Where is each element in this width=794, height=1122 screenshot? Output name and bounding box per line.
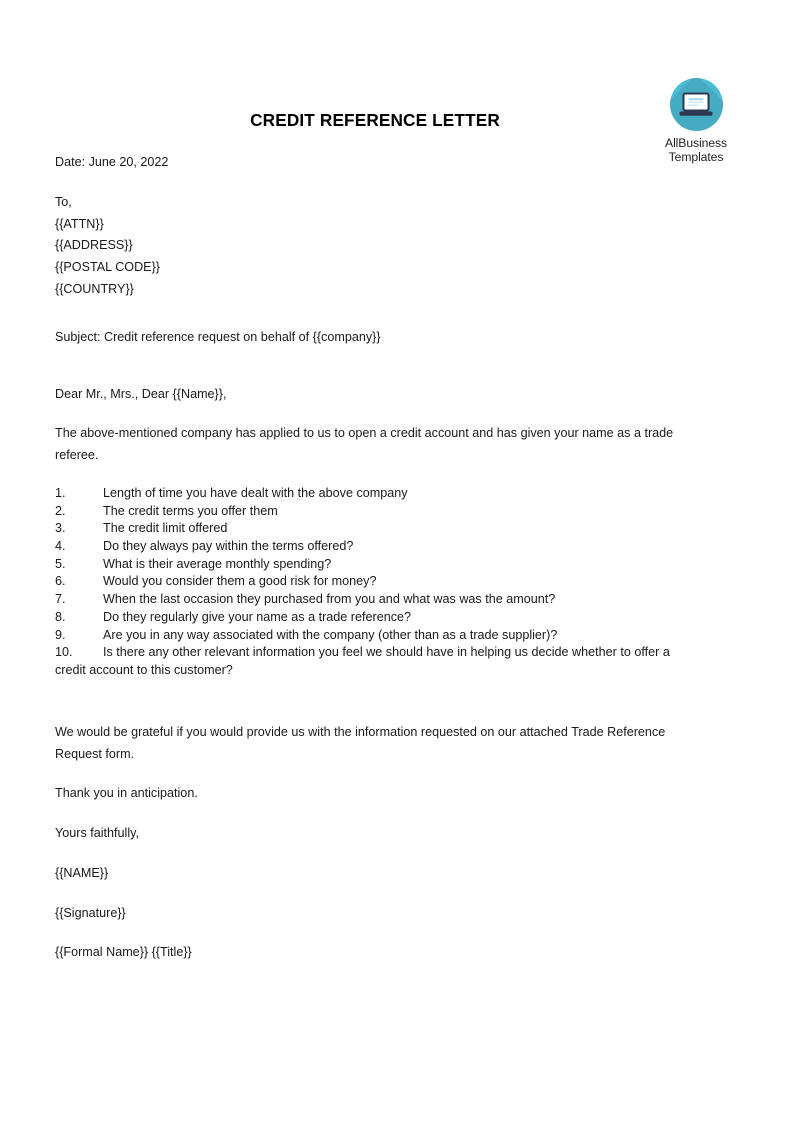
list-item-text: Would you consider them a good risk for money?	[103, 574, 377, 589]
list-item	[55, 609, 685, 627]
recipient-postal-code: {{POSTAL CODE}}	[55, 260, 160, 275]
question-list	[55, 485, 685, 680]
list-item-number: 7.	[55, 592, 66, 607]
list-item	[55, 556, 685, 574]
logo-caption-line-2: Templates	[668, 150, 724, 165]
list-item	[55, 503, 685, 521]
list-item	[55, 627, 685, 645]
intro-paragraph: The above-mentioned company has applied to us to open a credit account and has given your name as a trade referee.	[55, 426, 674, 463]
list-item-text: Length of time you have dealt with the above company	[103, 485, 408, 500]
date-line: Date: June 20, 2022	[55, 155, 169, 169]
list-item-number: 10.	[55, 645, 73, 660]
page-title-text: CREDIT REFERENCE LETTER	[250, 110, 500, 130]
recipient-attn: {{ATTN}}	[55, 216, 104, 231]
list-item-text: When the last occasion they purchased from you and what was was the amount?	[103, 592, 556, 607]
list-item-number: 8.	[55, 609, 66, 624]
list-item	[55, 573, 685, 591]
list-item-text: The credit limit offered	[103, 521, 228, 536]
list-item-text: Is there any other relevant information you feel we should have in helping us decide whether to offer a credit account to this customer?	[55, 645, 674, 677]
signature-placeholder: {{Signature}}	[55, 905, 126, 920]
list-item-number: 2.	[55, 503, 66, 518]
recipient-to-label: To,	[55, 194, 72, 209]
closing-paragraph: We would be grateful if you would provide us with the information requested on our attached Trade Reference Request form.	[55, 724, 666, 761]
logo-caption-line-1: AllBusiness	[665, 136, 727, 150]
list-item-text: Do they always pay within the terms offered?	[103, 539, 354, 554]
thanks-line: Thank you in anticipation.	[55, 786, 198, 801]
list-item	[55, 538, 685, 556]
recipient-country: {{COUNTRY}}	[55, 281, 134, 296]
list-item-text: The credit terms you offer them	[103, 503, 278, 518]
list-item-text: Do they regularly give your name as a trade reference?	[103, 609, 412, 624]
list-item-number: 3.	[55, 521, 66, 536]
list-item-number: 5.	[55, 556, 66, 571]
recipient-address: {{ADDRESS}}	[55, 238, 133, 253]
list-item	[55, 520, 685, 538]
list-item	[55, 644, 685, 679]
letter-body	[55, 152, 685, 964]
list-item	[55, 591, 685, 609]
list-item	[55, 485, 685, 503]
list-item-number: 1.	[55, 485, 66, 500]
list-item-number: 4.	[55, 539, 66, 554]
sign-off: Yours faithfully,	[55, 826, 140, 841]
page-title	[0, 110, 794, 131]
salutation: Dear Mr., Mrs., Dear {{Name}},	[55, 386, 227, 401]
signature-name: {{NAME}}	[55, 865, 109, 880]
list-item-text: What is their average monthly spending?	[103, 556, 332, 571]
list-item-text: Are you in any way associated with the company (other than as a trade supplier)?	[103, 627, 558, 642]
list-item-number: 6.	[55, 574, 66, 589]
list-item-number: 9.	[55, 627, 66, 642]
signature-formal-name-title: {{Formal Name}} {{Title}}	[55, 945, 192, 960]
subject-line: Subject: Credit reference request on behalf of {{company}}	[55, 329, 381, 344]
